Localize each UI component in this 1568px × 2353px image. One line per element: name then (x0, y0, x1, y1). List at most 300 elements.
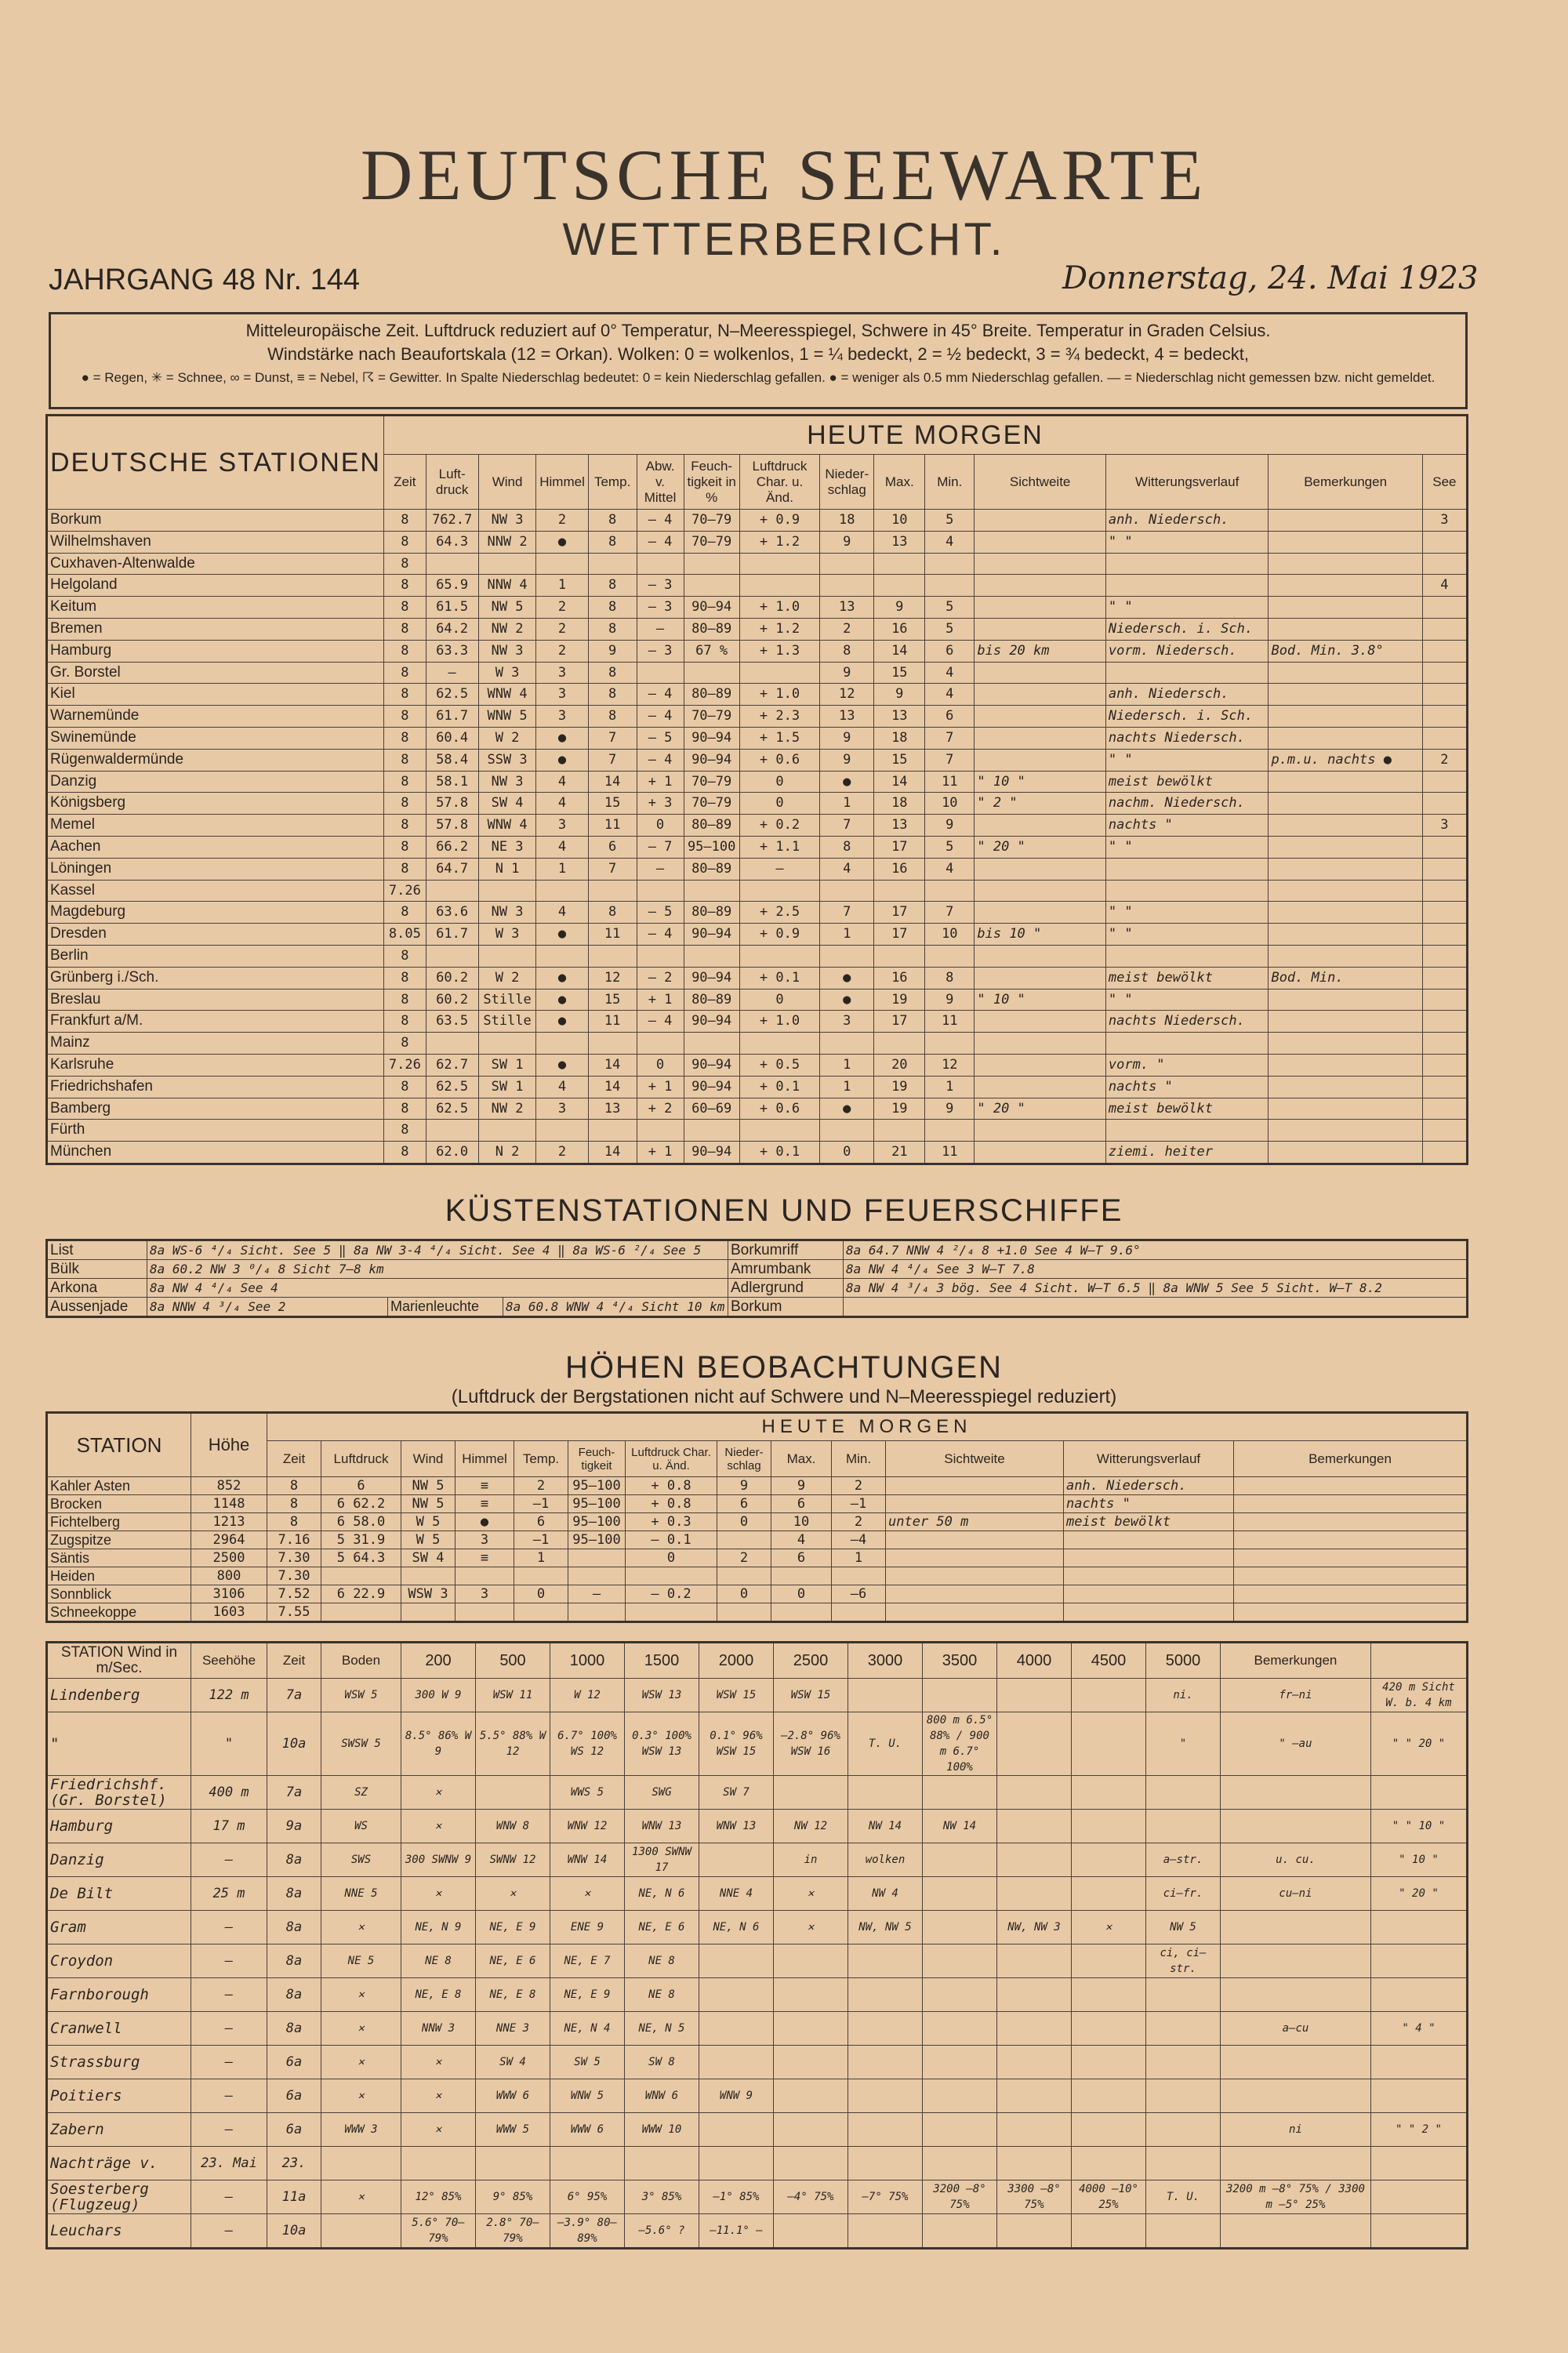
table-cell (1146, 2012, 1221, 2046)
table-cell (637, 880, 684, 902)
table-cell: 1 (820, 1054, 874, 1076)
table-cell: 4 (925, 662, 975, 684)
table-cell (975, 727, 1106, 749)
table-row (47, 902, 1468, 924)
table-cell (1269, 1011, 1422, 1033)
col-luftdruck: Luft-druck (426, 455, 478, 510)
table-cell: 400 m (191, 1776, 267, 1810)
table-cell (997, 1843, 1072, 1877)
table-cell (476, 2147, 550, 2181)
coastal-station-name: Marienleuchte (388, 1298, 503, 1317)
table-cell: 15 (588, 989, 637, 1011)
table-row (47, 2046, 1468, 2079)
table-cell: + 2 (637, 1098, 684, 1120)
table-cell: 90–94 (684, 1054, 739, 1076)
table-cell: 25 m (191, 1877, 267, 1911)
table-cell: 90–94 (684, 924, 739, 946)
table-cell: 8 (384, 1142, 426, 1164)
table-cell: NNW 4 (478, 575, 536, 597)
table-cell: NW 2 (478, 618, 536, 640)
table-cell: – (191, 2046, 267, 2079)
table-cell: 800 (191, 1567, 267, 1585)
table-cell: " " 2 " (1370, 2113, 1467, 2147)
table-cell: 8 (820, 836, 874, 858)
table-cell (401, 1567, 456, 1585)
table-cell: – (191, 1911, 267, 1944)
table-cell: 3° 85% (625, 2181, 699, 2214)
table-cell (886, 1477, 1064, 1495)
table-cell (997, 2012, 1072, 2046)
station-name: Cranwell (47, 2012, 191, 2046)
coastal-station-name: Bülk (47, 1260, 147, 1279)
table-cell (1072, 2147, 1146, 2181)
table-cell: 13 (874, 531, 925, 553)
table-cell: – (191, 2113, 267, 2147)
table-cell: 8 (384, 531, 426, 553)
table-cell (1072, 2046, 1146, 2079)
table-cell: + 0.6 (739, 749, 819, 771)
col-see: See (1422, 455, 1467, 510)
table-cell (975, 1142, 1106, 1164)
table-cell: 60.2 (426, 967, 478, 989)
issue-number: JAHRGANG 48 Nr. 144 (49, 263, 361, 296)
table-cell: 9 (925, 1098, 975, 1120)
report-date: Donnerstag, 24. Mai 1923 (1062, 260, 1479, 296)
table-cell (625, 2147, 699, 2181)
table-cell: 4 (820, 858, 874, 880)
table-cell: NE 8 (401, 1944, 476, 1978)
table-cell (478, 1033, 536, 1055)
table-cell: –4° 75% (774, 2181, 848, 2214)
table-cell (1072, 2113, 1146, 2147)
table-cell (699, 1944, 774, 1978)
table-cell (1072, 1679, 1146, 1712)
table-cell: 10 (925, 793, 975, 815)
table-cell: 5 31.9 (321, 1531, 401, 1549)
table-cell (848, 2113, 923, 2147)
col-w-zeit: Zeit (267, 1643, 321, 1679)
table-cell: 11 (925, 771, 975, 793)
table-cell (1370, 1978, 1467, 2012)
table-cell: W 3 (478, 662, 536, 684)
table-cell: 0 (739, 793, 819, 815)
table-cell: 3200 m –8° 75% / 3300 m –5° 25% (1221, 2181, 1371, 2214)
table-row (47, 1603, 1468, 1622)
table-cell: + 0.9 (739, 510, 819, 532)
table-cell (923, 1776, 997, 1810)
table-cell: 7 (925, 902, 975, 924)
table-cell: " " 10 " (1370, 1810, 1467, 1843)
table-cell: NW, NW 3 (997, 1911, 1072, 1944)
table-cell (997, 2046, 1072, 2079)
table-cell (774, 2113, 848, 2147)
table-row (47, 1033, 1468, 1055)
col-w-station: STATION Wind in m/Sec. (47, 1643, 191, 1679)
station-name: Gram (47, 1911, 191, 1944)
table-cell: ✕ (401, 1810, 476, 1843)
table-cell (774, 1776, 848, 1810)
table-cell: 8 (384, 945, 426, 967)
table-cell: SW 1 (478, 1054, 536, 1076)
table-cell: NW 5 (401, 1495, 456, 1513)
col-w-height: 500 (476, 1643, 550, 1679)
table-cell (774, 1978, 848, 2012)
table-cell: – (637, 858, 684, 880)
table-cell (699, 1978, 774, 2012)
table-cell (975, 902, 1106, 924)
col-witt: Witterungsverlauf (1105, 455, 1269, 510)
table-cell: 122 m (191, 1679, 267, 1712)
mountain-table (45, 1411, 1468, 1623)
table-cell (1422, 662, 1467, 684)
table-cell: 6 (514, 1513, 568, 1531)
table-row (47, 2012, 1468, 2046)
table-cell: 8 (384, 553, 426, 575)
table-cell: 9° 85% (476, 2181, 550, 2214)
table-cell: SW 4 (476, 2046, 550, 2079)
table-cell: – (739, 858, 819, 880)
table-cell (1370, 1776, 1467, 1810)
table-cell (536, 880, 588, 902)
table-cell (426, 880, 478, 902)
table-cell: 6a (267, 2079, 321, 2113)
table-cell (1422, 1076, 1467, 1098)
table-cell: 60–69 (684, 1098, 739, 1120)
col-h-himmel: Himmel (456, 1441, 514, 1477)
station-name: München (47, 1142, 384, 1164)
table-cell (923, 2214, 997, 2249)
table-cell: NE, E 6 (476, 1944, 550, 1978)
table-cell: 800 m 6.5° 88% / 900 m 6.7° 100% (923, 1712, 997, 1776)
table-cell: WSW 15 (699, 1679, 774, 1712)
table-cell (699, 2046, 774, 2079)
table-cell: –3.9° 80–89% (550, 2214, 625, 2249)
table-cell: 7.16 (267, 1531, 321, 1549)
table-cell: 3 (820, 1011, 874, 1033)
table-cell: NE, E 9 (476, 1911, 550, 1944)
table-cell (684, 880, 739, 902)
table-cell: 58.4 (426, 749, 478, 771)
table-cell (820, 880, 874, 902)
col-himmel: Himmel (536, 455, 588, 510)
table-cell: W 2 (478, 967, 536, 989)
table-cell (1146, 2046, 1221, 2079)
table-cell: 4 (925, 684, 975, 706)
table-cell: nachts " (1064, 1495, 1234, 1513)
col-w-seehoehe: Seehöhe (191, 1643, 267, 1679)
table-cell: WNW 5 (478, 706, 536, 728)
table-cell (1422, 597, 1467, 619)
table-cell: – 4 (637, 749, 684, 771)
table-cell: " " (1105, 924, 1269, 946)
table-cell (997, 1712, 1072, 1776)
table-cell: 8 (588, 662, 637, 684)
table-cell: 2500 (191, 1549, 267, 1567)
table-cell (1269, 684, 1422, 706)
table-cell: 8a (267, 1978, 321, 2012)
table-cell: 8 (588, 597, 637, 619)
table-cell (1370, 2046, 1467, 2079)
table-cell (536, 553, 588, 575)
table-cell (1221, 1944, 1371, 1978)
table-cell (1105, 662, 1269, 684)
table-cell (925, 945, 975, 967)
table-cell (1422, 553, 1467, 575)
table-cell: NE, N 6 (625, 1877, 699, 1911)
table-cell (1064, 1549, 1234, 1567)
table-cell: " 10 " (975, 771, 1106, 793)
table-cell: 90–94 (684, 727, 739, 749)
table-cell: ✕ (321, 2046, 401, 2079)
table-cell: 17 (874, 902, 925, 924)
table-cell (1221, 1911, 1371, 1944)
table-cell: – 7 (637, 836, 684, 858)
table-cell: 64.2 (426, 618, 478, 640)
table-cell (1146, 2214, 1221, 2249)
table-cell: 1 (832, 1549, 886, 1567)
table-cell: 0 (771, 1585, 832, 1603)
table-cell (1072, 1978, 1146, 2012)
table-cell: 0.3° 100% WSW 13 (625, 1712, 699, 1776)
table-cell (923, 1978, 997, 2012)
table-cell: 7.26 (384, 880, 426, 902)
table-row (47, 2147, 1468, 2181)
station-name: Grünberg i./Sch. (47, 967, 384, 989)
table-cell: " " (1105, 989, 1269, 1011)
table-cell (923, 1944, 997, 1978)
table-cell (568, 1603, 626, 1622)
table-cell (478, 1120, 536, 1142)
table-cell: NE 3 (478, 836, 536, 858)
table-cell: 8 (384, 902, 426, 924)
table-cell: 7 (588, 858, 637, 880)
table-cell: 11 (588, 1011, 637, 1033)
table-cell: 2 (514, 1477, 568, 1495)
table-cell: ≡ (456, 1495, 514, 1513)
table-cell (923, 2012, 997, 2046)
table-cell (1269, 858, 1422, 880)
table-row (47, 1298, 1468, 1317)
table-cell: 9 (874, 684, 925, 706)
table-row (47, 1712, 1468, 1776)
table-cell (684, 553, 739, 575)
table-cell: 15 (874, 662, 925, 684)
legend-box (49, 312, 1468, 409)
table-cell (975, 597, 1106, 619)
table-cell (1422, 531, 1467, 553)
station-name: Hamburg (47, 1810, 191, 1843)
table-cell (478, 880, 536, 902)
table-cell: 17 (874, 836, 925, 858)
table-cell: + 0.6 (739, 1098, 819, 1120)
table-cell (774, 2012, 848, 2046)
table-cell (321, 2147, 401, 2181)
table-row (47, 2079, 1468, 2113)
table-cell: 61.5 (426, 597, 478, 619)
table-row (47, 531, 1468, 553)
table-cell: – (191, 1978, 267, 2012)
table-cell: + 0.5 (739, 1054, 819, 1076)
col-h-sicht: Sichtweite (886, 1441, 1064, 1477)
station-name: Karlsruhe (47, 1054, 384, 1076)
table-cell (1105, 1120, 1269, 1142)
table-row (47, 1585, 1468, 1603)
table-cell (476, 1776, 550, 1810)
table-cell (774, 2214, 848, 2249)
table-cell (1105, 575, 1269, 597)
table-cell: – 0.2 (626, 1585, 717, 1603)
legend-line-1: Mitteleuropäische Zeit. Luftdruck reduziert auf 0° Temperatur, N–Meeresspiegel, Schwere in 45° Breite. Temperatur in Graden Celsius. (245, 321, 1271, 340)
table-cell (717, 1567, 771, 1585)
table-cell: 8a (267, 1843, 321, 1877)
table-cell (1422, 640, 1467, 662)
col-stations: DEUTSCHE STATIONEN (47, 416, 384, 510)
station-name: Berlin (47, 945, 384, 967)
coastal-station-name: List (47, 1240, 147, 1260)
table-cell (1269, 815, 1422, 837)
table-cell: 2 (536, 640, 588, 662)
table-cell (1370, 2147, 1467, 2181)
table-cell: ✕ (401, 2046, 476, 2079)
table-cell (1269, 510, 1422, 532)
table-cell (1422, 945, 1467, 967)
table-cell (1269, 989, 1422, 1011)
table-cell: 9 (820, 662, 874, 684)
table-cell: 0 (514, 1585, 568, 1603)
table-cell: ● (456, 1513, 514, 1531)
station-name: Memel (47, 815, 384, 837)
table-cell: 6.7° 100% WS 12 (550, 1712, 625, 1776)
table-cell: ✕ (401, 1776, 476, 1810)
table-cell: meist bewölkt (1064, 1513, 1234, 1531)
table-cell: 10 (874, 510, 925, 532)
table-cell: " 20 " (975, 1098, 1106, 1120)
col-min: Min. (925, 455, 975, 510)
table-cell: 8 (384, 706, 426, 728)
table-row (47, 989, 1468, 1011)
table-cell: –1 (514, 1495, 568, 1513)
table-cell: ● (536, 749, 588, 771)
table-cell: 57.8 (426, 793, 478, 815)
table-cell: 8 (384, 749, 426, 771)
table-cell: 7.30 (267, 1567, 321, 1585)
table-cell (321, 2214, 401, 2249)
table-cell: – (191, 2214, 267, 2249)
table-row (47, 771, 1468, 793)
table-cell: 14 (874, 640, 925, 662)
table-cell: 58.1 (426, 771, 478, 793)
table-cell (514, 1567, 568, 1585)
table-cell (923, 2046, 997, 2079)
table-cell: + 1 (637, 1142, 684, 1164)
table-row (47, 1877, 1468, 1911)
table-cell (1422, 706, 1467, 728)
table-cell: 1 (820, 924, 874, 946)
table-cell: WS (321, 1810, 401, 1843)
table-cell (975, 575, 1106, 597)
table-cell: NE, N 4 (550, 2012, 625, 2046)
table-cell: 7a (267, 1776, 321, 1810)
table-cell (1269, 836, 1422, 858)
table-cell: nachts Niedersch. (1105, 727, 1269, 749)
table-cell (997, 2113, 1072, 2147)
table-cell: Stille (478, 1011, 536, 1033)
table-cell (1422, 1011, 1467, 1033)
table-cell (975, 662, 1106, 684)
table-cell: 8a (267, 2012, 321, 2046)
table-cell: ≡ (456, 1549, 514, 1567)
table-cell: – 0.1 (626, 1531, 717, 1549)
table-cell: –7° 75% (848, 2181, 923, 2214)
table-cell: WNW 12 (550, 1810, 625, 1843)
table-cell: SW 4 (478, 793, 536, 815)
table-cell: 1 (925, 1076, 975, 1098)
table-cell (997, 1877, 1072, 1911)
table-cell: SW 8 (625, 2046, 699, 2079)
table-cell: " 20 " (975, 836, 1106, 858)
table-cell: Niedersch. i. Sch. (1105, 618, 1269, 640)
table-cell (588, 880, 637, 902)
table-cell: SZ (321, 1776, 401, 1810)
table-cell: anh. Niedersch. (1105, 684, 1269, 706)
table-cell: NNE 5 (321, 1877, 401, 1911)
table-cell: 300 W 9 (401, 1679, 476, 1712)
table-cell: 8.05 (384, 924, 426, 946)
table-cell: –11.1° – (699, 2214, 774, 2249)
table-cell (832, 1567, 886, 1585)
table-cell: NE, E 6 (625, 1911, 699, 1944)
station-name: Bremen (47, 618, 384, 640)
table-cell (1422, 1098, 1467, 1120)
table-cell: NE, N 9 (401, 1911, 476, 1944)
table-cell (1269, 1142, 1422, 1164)
table-cell: ● (820, 1098, 874, 1120)
table-cell: NW 5 (478, 597, 536, 619)
table-cell: 7.26 (384, 1054, 426, 1076)
table-cell: ● (820, 771, 874, 793)
table-cell: 16 (874, 967, 925, 989)
table-cell: NW 2 (478, 1098, 536, 1120)
table-cell: NE 8 (625, 1944, 699, 1978)
table-cell (997, 1978, 1072, 2012)
table-cell: WNW 13 (625, 1810, 699, 1843)
table-cell: 11 (925, 1142, 975, 1164)
col-luft-char: Luftdruck Char. u. Änd. (739, 455, 819, 510)
table-cell: 4 (536, 1076, 588, 1098)
col-nieder: Nieder-schlag (820, 455, 874, 510)
table-cell (1146, 2079, 1221, 2113)
table-cell: 9 (820, 531, 874, 553)
station-name: Magdeburg (47, 902, 384, 924)
table-cell: 8 (384, 597, 426, 619)
col-sicht: Sichtweite (975, 455, 1106, 510)
table-cell: – 3 (637, 597, 684, 619)
table-cell: vorm. Niedersch. (1105, 640, 1269, 662)
station-name: Mainz (47, 1033, 384, 1055)
table-cell (848, 2012, 923, 2046)
table-cell (1370, 1911, 1467, 1944)
table-cell: 14 (588, 1054, 637, 1076)
table-cell (1269, 793, 1422, 815)
table-row (47, 510, 1468, 532)
table-cell: 5 (925, 836, 975, 858)
table-cell (1221, 2046, 1371, 2079)
table-row (47, 2214, 1468, 2249)
table-cell: ● (536, 727, 588, 749)
table-cell: nachts Niedersch. (1105, 1011, 1269, 1033)
table-cell: + 0.1 (739, 1142, 819, 1164)
table-cell (997, 1944, 1072, 1978)
